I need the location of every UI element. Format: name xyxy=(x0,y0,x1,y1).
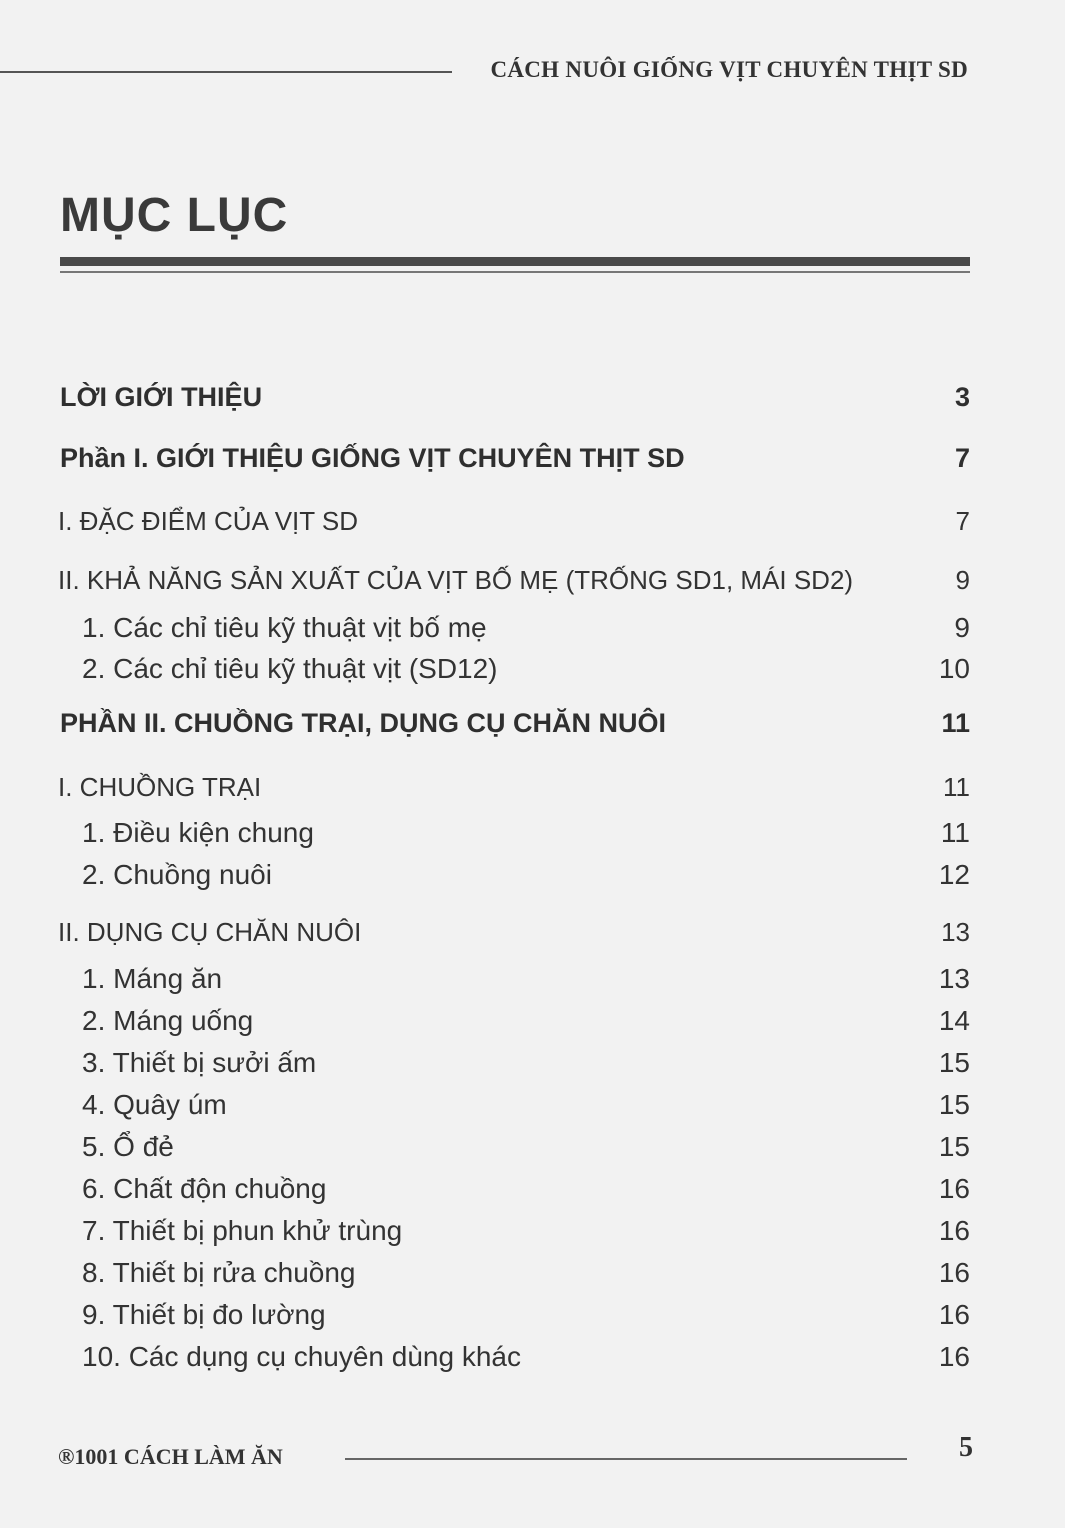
footer-rule xyxy=(345,1458,907,1460)
toc-entry-label: Phần I. GIỚI THIỆU GIỐNG VỊT CHUYÊN THỊT SD xyxy=(60,443,685,473)
toc-entry-page: 10 xyxy=(938,653,970,684)
toc-entry-label: 8. Thiết bị rửa chuồng xyxy=(82,1257,356,1288)
title-underline xyxy=(60,257,970,273)
toc-entry xyxy=(0,1173,1065,1213)
toc-entry-page: 15 xyxy=(938,1131,970,1162)
toc-entry-label: 4. Quây úm xyxy=(82,1089,227,1120)
toc-entry xyxy=(0,1341,1065,1381)
toc-entry xyxy=(0,1089,1065,1129)
toc-entry xyxy=(0,963,1065,1003)
toc-entry xyxy=(0,382,1065,422)
toc-entry-label: I. CHUỒNG TRẠI xyxy=(58,772,262,802)
toc-entry xyxy=(0,565,1065,605)
header-rule xyxy=(0,71,452,73)
toc-entry xyxy=(0,1131,1065,1171)
toc-entry-label: 1. Các chỉ tiêu kỹ thuật vịt bố mẹ xyxy=(82,612,487,643)
toc-entry-label: 10. Các dụng cụ chuyên dùng khác xyxy=(82,1341,521,1372)
page-number: 5 xyxy=(959,1432,973,1463)
toc-entry-label: 1. Điều kiện chung xyxy=(82,817,314,848)
toc-entry-label: II. DỤNG CỤ CHĂN NUÔI xyxy=(58,917,362,947)
toc-entry xyxy=(0,817,1065,857)
toc-title: MỤC LỤC xyxy=(60,189,289,242)
toc-entry-page: 15 xyxy=(938,1047,970,1078)
toc-entry xyxy=(0,708,1065,748)
toc-entry xyxy=(0,612,1065,652)
toc-entry-label: 3. Thiết bị sưởi ấm xyxy=(82,1047,317,1078)
running-title: CÁCH NUÔI GIỐNG VỊT CHUYÊN THỊT SD xyxy=(490,57,968,82)
toc-entry-label: 9. Thiết bị đo lường xyxy=(82,1299,326,1330)
toc-entry xyxy=(0,1005,1065,1045)
toc-entry xyxy=(0,1299,1065,1339)
publisher-mark: ®1001 CÁCH LÀM ĂN xyxy=(58,1444,283,1469)
toc-entry xyxy=(0,506,1065,546)
toc-entry-label: 5. Ổ đẻ xyxy=(82,1131,174,1162)
toc-entry-label: I. ĐẶC ĐIỂM CỦA VỊT SD xyxy=(58,506,359,536)
toc-entry-page: 11 xyxy=(943,772,970,802)
toc-entry xyxy=(0,653,1065,693)
toc-entry-page: 16 xyxy=(938,1173,970,1204)
toc-entry xyxy=(0,917,1065,957)
toc-entry-page: 11 xyxy=(941,708,970,738)
toc-entry-page: 11 xyxy=(940,817,970,848)
toc-entry-label: PHẦN II. CHUỒNG TRẠI, DỤNG CỤ CHĂN NUÔI xyxy=(60,708,666,738)
toc-entry-page: 7 xyxy=(954,443,970,473)
toc-entry-label: 6. Chất độn chuồng xyxy=(82,1173,327,1204)
toc-entry xyxy=(0,1215,1065,1255)
toc-entry xyxy=(0,443,1065,483)
toc-entry-label: 2. Các chỉ tiêu kỹ thuật vịt (SD12) xyxy=(82,653,498,684)
toc-entry xyxy=(0,859,1065,899)
toc-entry-label: II. KHẢ NĂNG SẢN XUẤT CỦA VỊT BỐ MẸ (TRỐNG SD1, MÁI SD2) xyxy=(58,565,854,595)
toc-entry-page: 14 xyxy=(938,1005,970,1036)
toc-entry-page: 7 xyxy=(955,506,970,536)
toc-entry-page: 16 xyxy=(938,1341,970,1372)
toc-entry-page: 9 xyxy=(954,612,970,643)
toc-entry-page: 13 xyxy=(938,963,970,994)
toc-entry-page: 16 xyxy=(938,1257,970,1288)
toc-entry-page: 9 xyxy=(955,565,970,595)
toc-entry-label: 2. Chuồng nuôi xyxy=(82,859,272,890)
toc-entry xyxy=(0,772,1065,812)
toc-entry-page: 16 xyxy=(938,1299,970,1330)
toc-entry xyxy=(0,1257,1065,1297)
toc-entry-label: 2. Máng uống xyxy=(82,1005,254,1036)
toc-entry-page: 3 xyxy=(954,382,970,412)
toc-entry-label: LỜI GIỚI THIỆU xyxy=(60,382,263,412)
toc-entry-page: 15 xyxy=(938,1089,970,1120)
toc-entry-label: 7. Thiết bị phun khử trùng xyxy=(82,1215,403,1246)
toc-entry-page: 16 xyxy=(938,1215,970,1246)
toc-entry-page: 12 xyxy=(938,859,970,890)
toc-entry xyxy=(0,1047,1065,1087)
toc-entry-page: 13 xyxy=(941,917,970,947)
toc-entry-label: 1. Máng ăn xyxy=(82,963,223,994)
